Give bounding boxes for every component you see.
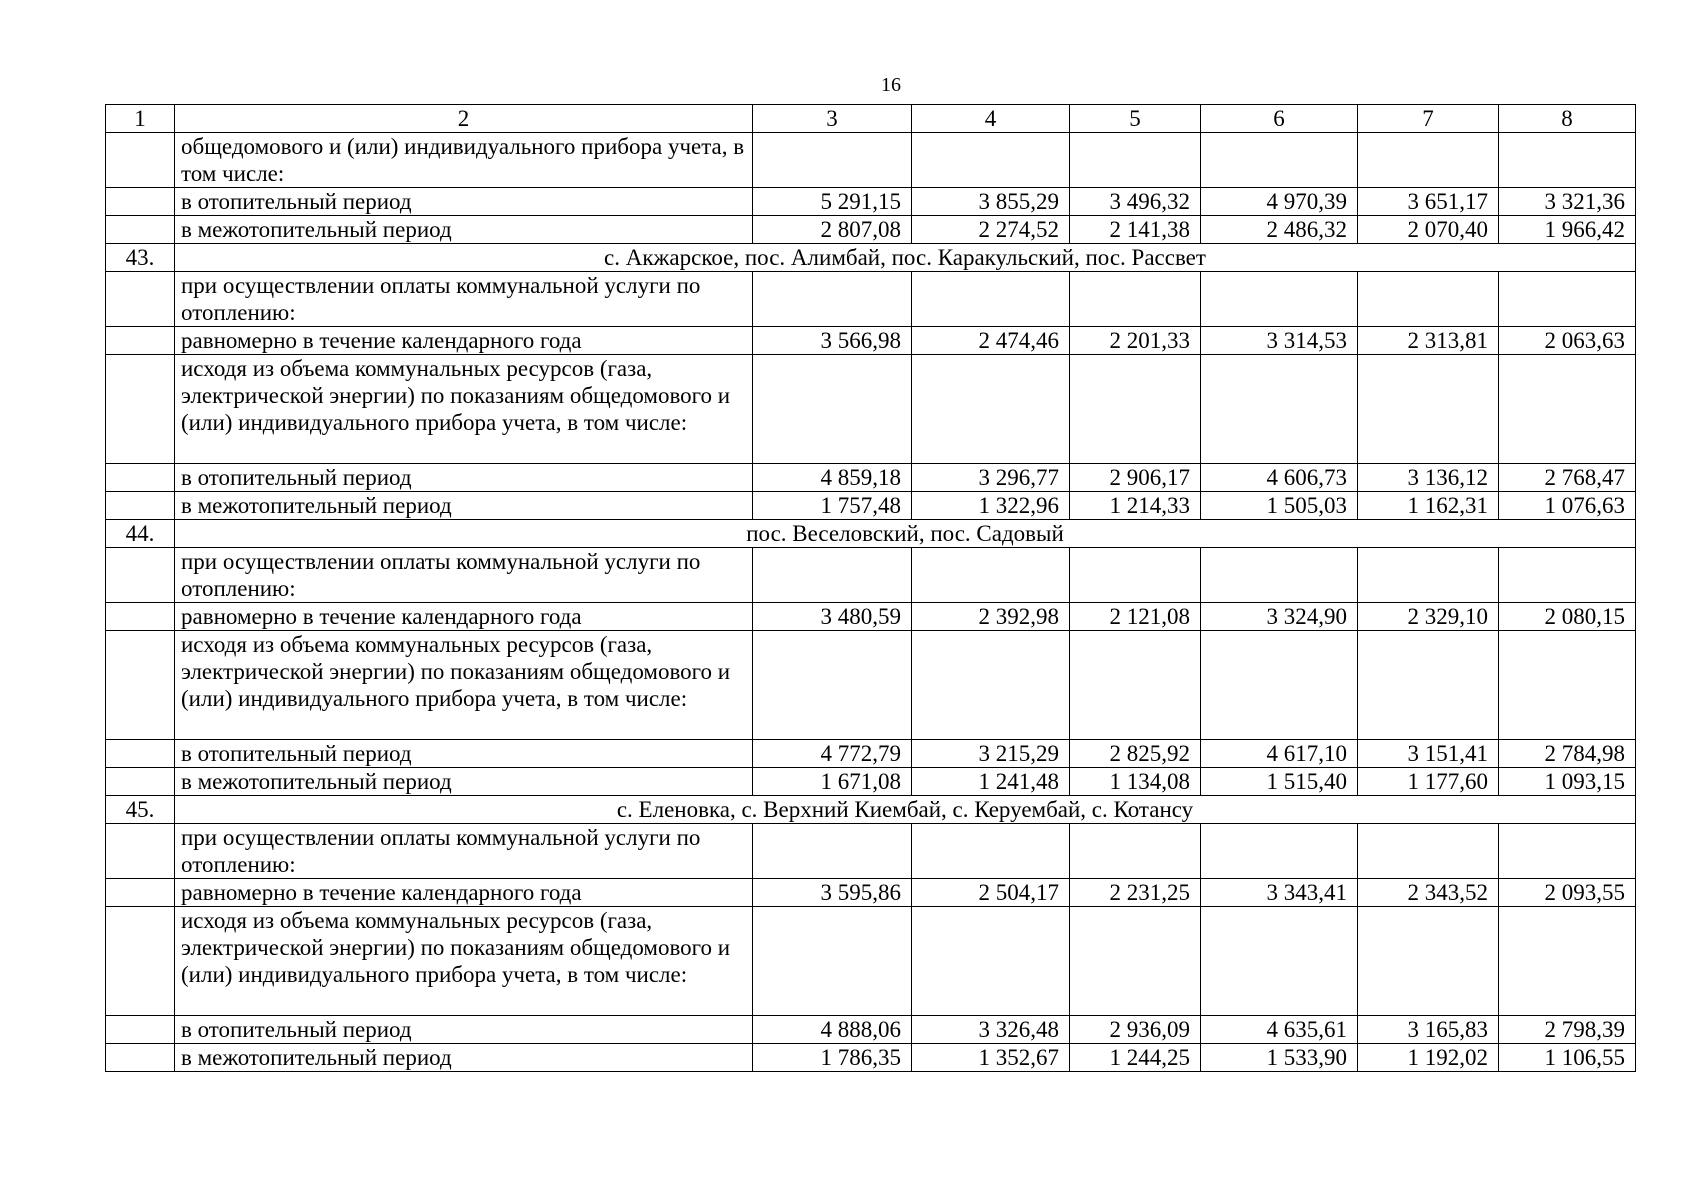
value-cell: 1 162,31: [1358, 492, 1499, 520]
page-number: 16: [881, 74, 901, 96]
value-cell: 3 566,98: [753, 327, 912, 355]
value-cell: 1 757,48: [753, 492, 912, 520]
value-cell: 2 392,98: [912, 603, 1070, 631]
value-cell: 4 617,10: [1201, 740, 1358, 768]
table-row: [106, 879, 1636, 907]
value-cell: [1201, 824, 1358, 879]
row-index-cell: [106, 631, 175, 740]
table-row: [106, 740, 1636, 768]
value-cell: 1 134,08: [1070, 768, 1201, 796]
value-cell: [1358, 548, 1499, 603]
table-row: [106, 631, 1636, 740]
table-row: [106, 768, 1636, 796]
value-cell: 2 274,52: [912, 216, 1070, 244]
value-cell: [1201, 548, 1358, 603]
header-cell: 3: [753, 105, 912, 133]
value-cell: [912, 631, 1070, 740]
value-cell: [1358, 355, 1499, 464]
value-cell: 1 966,42: [1499, 216, 1636, 244]
row-index-cell: [106, 216, 175, 244]
value-cell: 1 352,67: [912, 1044, 1070, 1072]
section-number: 44.: [106, 520, 175, 548]
value-cell: [912, 272, 1070, 327]
value-cell: [753, 824, 912, 879]
row-label: равномерно в течение календарного года: [175, 327, 753, 355]
value-cell: [753, 907, 912, 1016]
row-label: при осуществлении оплаты коммунальной услуги по отоплению:: [175, 548, 753, 603]
value-cell: [1358, 824, 1499, 879]
value-cell: 1 106,55: [1499, 1044, 1636, 1072]
table-row: [106, 603, 1636, 631]
value-cell: 3 324,90: [1201, 603, 1358, 631]
section-number: 45.: [106, 796, 175, 824]
value-cell: 2 231,25: [1070, 879, 1201, 907]
value-cell: 2 798,39: [1499, 1016, 1636, 1044]
value-cell: [1070, 907, 1201, 1016]
row-label: при осуществлении оплаты коммунальной услуги по отоплению:: [175, 272, 753, 327]
row-label: в межотопительный период: [175, 1044, 753, 1072]
value-cell: [1201, 355, 1358, 464]
row-index-cell: [106, 327, 175, 355]
table-row: [106, 188, 1636, 216]
value-cell: [1358, 631, 1499, 740]
row-index-cell: [106, 907, 175, 1016]
header-cell: 5: [1070, 105, 1201, 133]
section-title: с. Еленовка, с. Верхний Киембай, с. Керуембай, с. Котансу: [175, 796, 1636, 824]
table-row: [106, 355, 1636, 464]
value-cell: 2 784,98: [1499, 740, 1636, 768]
row-index-cell: [106, 1016, 175, 1044]
value-cell: 2 329,10: [1358, 603, 1499, 631]
value-cell: [753, 355, 912, 464]
value-cell: [1070, 355, 1201, 464]
value-cell: [1499, 133, 1636, 188]
header-cell: 2: [175, 105, 753, 133]
section-header-row: [106, 520, 1636, 548]
row-index-cell: [106, 879, 175, 907]
table-row: [106, 272, 1636, 327]
value-cell: 2 486,32: [1201, 216, 1358, 244]
table-row: [106, 548, 1636, 603]
value-cell: 1 093,15: [1499, 768, 1636, 796]
value-cell: 3 480,59: [753, 603, 912, 631]
value-cell: 2 936,09: [1070, 1016, 1201, 1044]
value-cell: [912, 133, 1070, 188]
section-number: 43.: [106, 244, 175, 272]
value-cell: [753, 133, 912, 188]
table-row: [106, 1044, 1636, 1072]
value-cell: 1 244,25: [1070, 1044, 1201, 1072]
value-cell: [912, 907, 1070, 1016]
value-cell: 3 326,48: [912, 1016, 1070, 1044]
value-cell: 3 136,12: [1358, 464, 1499, 492]
header-cell: 8: [1499, 105, 1636, 133]
row-label: в межотопительный период: [175, 492, 753, 520]
value-cell: 2 474,46: [912, 327, 1070, 355]
value-cell: 1 192,02: [1358, 1044, 1499, 1072]
value-cell: [1070, 824, 1201, 879]
value-cell: [1358, 907, 1499, 1016]
section-header-row: [106, 796, 1636, 824]
row-index-cell: [106, 548, 175, 603]
value-cell: [1201, 631, 1358, 740]
value-cell: 2 201,33: [1070, 327, 1201, 355]
value-cell: 3 215,29: [912, 740, 1070, 768]
value-cell: [1070, 133, 1201, 188]
table-row: [106, 216, 1636, 244]
section-title: с. Акжарское, пос. Алимбай, пос. Каракульский, пос. Рассвет: [175, 244, 1636, 272]
value-cell: 3 151,41: [1358, 740, 1499, 768]
header-row: [106, 105, 1636, 133]
value-cell: 2 313,81: [1358, 327, 1499, 355]
value-cell: 1 533,90: [1201, 1044, 1358, 1072]
value-cell: [1499, 272, 1636, 327]
value-cell: [1499, 548, 1636, 603]
value-cell: 1 515,40: [1201, 768, 1358, 796]
value-cell: [1358, 272, 1499, 327]
header-cell: 1: [106, 105, 175, 133]
value-cell: 1 505,03: [1201, 492, 1358, 520]
value-cell: 3 165,83: [1358, 1016, 1499, 1044]
row-index-cell: [106, 1044, 175, 1072]
row-label: в отопительный период: [175, 740, 753, 768]
value-cell: 4 606,73: [1201, 464, 1358, 492]
value-cell: 3 855,29: [912, 188, 1070, 216]
row-label: в отопительный период: [175, 188, 753, 216]
row-index-cell: [106, 492, 175, 520]
value-cell: 2 504,17: [912, 879, 1070, 907]
value-cell: 1 076,63: [1499, 492, 1636, 520]
header-cell: 6: [1201, 105, 1358, 133]
row-index-cell: [106, 133, 175, 188]
value-cell: 4 970,39: [1201, 188, 1358, 216]
value-cell: [912, 824, 1070, 879]
value-cell: [912, 355, 1070, 464]
value-cell: [1070, 631, 1201, 740]
row-label: общедомового и (или) индивидуального прибора учета, в том числе:: [175, 133, 753, 188]
row-label: исходя из объема коммунальных ресурсов (газа, электрической энергии) по показаниям общедомового и (или) индивидуального прибора учета, в том числе:: [175, 907, 753, 1016]
row-index-cell: [106, 464, 175, 492]
value-cell: 5 291,15: [753, 188, 912, 216]
value-cell: 3 314,53: [1201, 327, 1358, 355]
row-label: в межотопительный период: [175, 768, 753, 796]
row-index-cell: [106, 355, 175, 464]
table-row: [106, 907, 1636, 1016]
table-row: [106, 464, 1636, 492]
table-row: [106, 492, 1636, 520]
value-cell: 2 121,08: [1070, 603, 1201, 631]
value-cell: 2 093,55: [1499, 879, 1636, 907]
tariff-table: [105, 104, 1636, 1072]
value-cell: 2 141,38: [1070, 216, 1201, 244]
table-row: [106, 824, 1636, 879]
row-label: в отопительный период: [175, 1016, 753, 1044]
value-cell: 4 859,18: [753, 464, 912, 492]
header-cell: 7: [1358, 105, 1499, 133]
value-cell: 2 343,52: [1358, 879, 1499, 907]
value-cell: [1499, 631, 1636, 740]
row-label: равномерно в течение календарного года: [175, 603, 753, 631]
value-cell: 2 070,40: [1358, 216, 1499, 244]
value-cell: [1201, 133, 1358, 188]
value-cell: 3 321,36: [1499, 188, 1636, 216]
row-label: при осуществлении оплаты коммунальной услуги по отоплению:: [175, 824, 753, 879]
value-cell: [753, 631, 912, 740]
header-cell: 4: [912, 105, 1070, 133]
value-cell: 2 825,92: [1070, 740, 1201, 768]
row-label: в межотопительный период: [175, 216, 753, 244]
table-body: [106, 105, 1636, 1072]
row-index-cell: [106, 603, 175, 631]
value-cell: [753, 548, 912, 603]
value-cell: [1070, 272, 1201, 327]
value-cell: [1201, 907, 1358, 1016]
value-cell: 3 343,41: [1201, 879, 1358, 907]
value-cell: 4 635,61: [1201, 1016, 1358, 1044]
value-cell: [1358, 133, 1499, 188]
row-index-cell: [106, 824, 175, 879]
row-label: исходя из объема коммунальных ресурсов (газа, электрической энергии) по показаниям общедомового и (или) индивидуального прибора учета, в том числе:: [175, 631, 753, 740]
value-cell: 1 214,33: [1070, 492, 1201, 520]
value-cell: 3 296,77: [912, 464, 1070, 492]
value-cell: 1 786,35: [753, 1044, 912, 1072]
table-row: [106, 1016, 1636, 1044]
value-cell: 4 772,79: [753, 740, 912, 768]
value-cell: [1499, 824, 1636, 879]
value-cell: 3 651,17: [1358, 188, 1499, 216]
value-cell: [1499, 907, 1636, 1016]
row-label: исходя из объема коммунальных ресурсов (газа, электрической энергии) по показаниям общедомового и (или) индивидуального прибора учета, в том числе:: [175, 355, 753, 464]
row-label: равномерно в течение календарного года: [175, 879, 753, 907]
value-cell: [912, 548, 1070, 603]
value-cell: [753, 272, 912, 327]
value-cell: 4 888,06: [753, 1016, 912, 1044]
value-cell: 2 063,63: [1499, 327, 1636, 355]
value-cell: 1 241,48: [912, 768, 1070, 796]
value-cell: [1070, 548, 1201, 603]
table-row: [106, 133, 1636, 188]
row-index-cell: [106, 740, 175, 768]
value-cell: 1 177,60: [1358, 768, 1499, 796]
table-row: [106, 327, 1636, 355]
value-cell: [1201, 272, 1358, 327]
value-cell: 1 671,08: [753, 768, 912, 796]
section-title: пос. Веселовский, пос. Садовый: [175, 520, 1636, 548]
section-header-row: [106, 244, 1636, 272]
value-cell: 3 595,86: [753, 879, 912, 907]
row-index-cell: [106, 768, 175, 796]
value-cell: 2 768,47: [1499, 464, 1636, 492]
value-cell: 2 807,08: [753, 216, 912, 244]
value-cell: 1 322,96: [912, 492, 1070, 520]
row-index-cell: [106, 272, 175, 327]
value-cell: [1499, 355, 1636, 464]
value-cell: 2 080,15: [1499, 603, 1636, 631]
row-label: в отопительный период: [175, 464, 753, 492]
row-index-cell: [106, 188, 175, 216]
value-cell: 3 496,32: [1070, 188, 1201, 216]
value-cell: 2 906,17: [1070, 464, 1201, 492]
